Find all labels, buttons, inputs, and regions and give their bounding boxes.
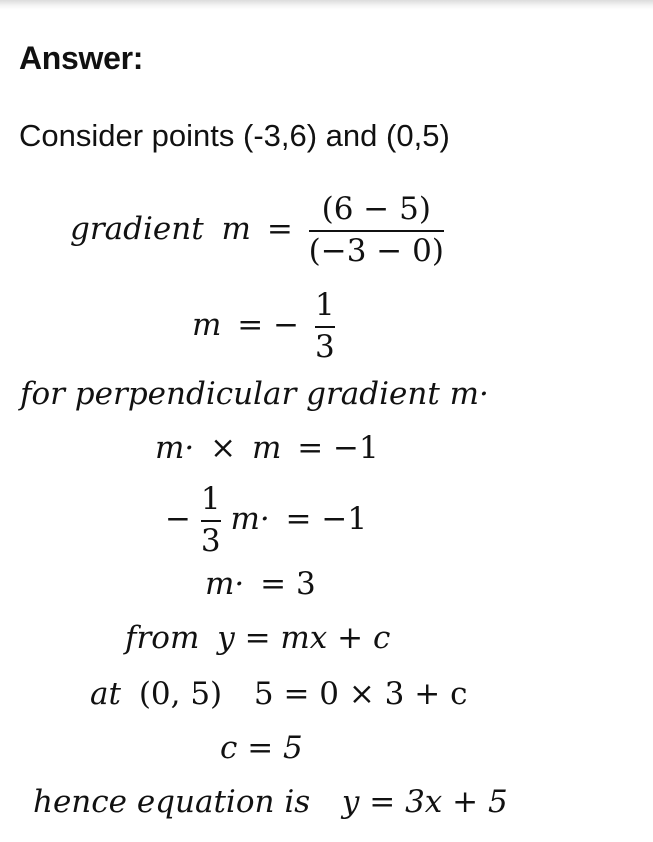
m-perp-var: m· xyxy=(205,566,245,602)
from-word: from xyxy=(125,620,200,656)
times-sign: × xyxy=(210,430,237,466)
fraction-bar xyxy=(309,230,444,232)
at-point-line xyxy=(90,676,467,712)
at-word: at xyxy=(90,676,121,712)
minus-sign: − xyxy=(165,501,191,538)
m-perp-var: m· xyxy=(155,430,195,466)
m-value-equation xyxy=(192,288,335,365)
substitution: 5 = 0 × 3 + c xyxy=(253,676,468,712)
equals-minus: = − xyxy=(237,307,300,344)
fraction-denominator: (−3 − 0) xyxy=(308,232,444,269)
intro-sentence: Consider points (-3,6) and (0,5) xyxy=(19,118,450,153)
m-var: m xyxy=(192,307,222,344)
fraction-numerator: 1 xyxy=(200,481,221,517)
fraction-numerator: (6 − 5) xyxy=(321,191,431,227)
perpendicular-product xyxy=(155,430,385,466)
rhs-value: = −1 xyxy=(297,430,379,466)
perpendicular-value xyxy=(205,566,322,602)
gradient-label: gradient xyxy=(70,211,204,248)
m-fraction xyxy=(315,288,335,365)
hence-text: hence equation is xyxy=(33,784,311,820)
from-line xyxy=(125,620,390,656)
equals-sign: = xyxy=(266,211,293,248)
rhs-value: = −1 xyxy=(285,501,368,538)
final-equation-line xyxy=(33,784,508,820)
third-fraction xyxy=(201,482,221,559)
final-equation: y = 3x + 5 xyxy=(341,784,508,820)
answer-heading: Answer: xyxy=(19,40,144,76)
point: (0, 5) xyxy=(138,676,223,712)
top-shadow-bar xyxy=(0,0,653,10)
m-var: m xyxy=(251,430,282,466)
gradient-fraction xyxy=(309,192,444,269)
fraction-numerator: 1 xyxy=(314,287,335,323)
perpendicular-text: for perpendicular gradient m· xyxy=(20,376,489,412)
c-value: c = 5 xyxy=(220,730,303,766)
perpendicular-equation xyxy=(165,482,373,559)
line-equation: y = mx + c xyxy=(217,620,391,656)
fraction-bar xyxy=(315,326,335,328)
gradient-equation xyxy=(70,192,444,269)
gradient-var: m xyxy=(221,211,251,248)
m-perp-var: m· xyxy=(230,501,270,538)
rhs-value: = 3 xyxy=(260,566,316,602)
fraction-denominator: 3 xyxy=(200,522,221,559)
fraction-bar xyxy=(201,520,221,522)
fraction-denominator: 3 xyxy=(314,328,335,365)
